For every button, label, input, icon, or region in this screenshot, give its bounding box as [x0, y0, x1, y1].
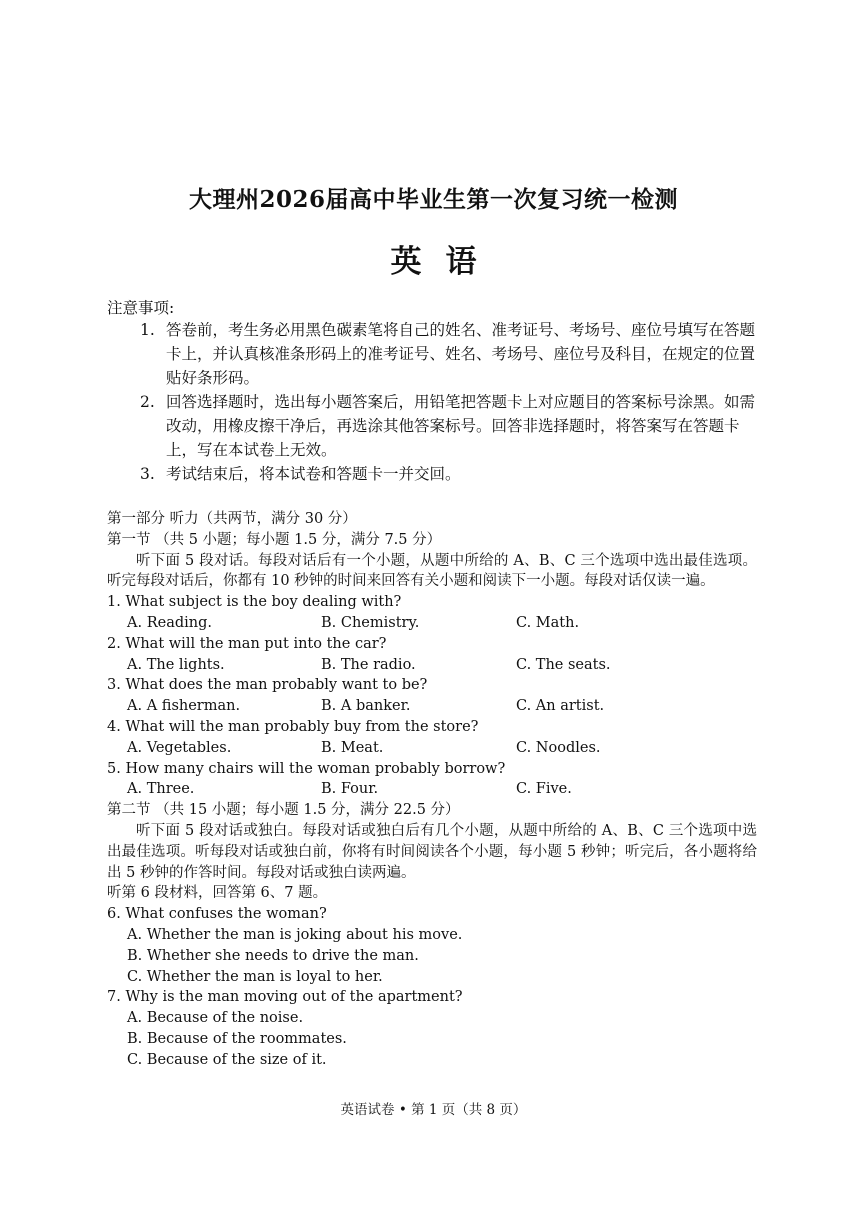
question-stem: 5. How many chairs will the woman probably borrow?: [107, 760, 506, 777]
option-c: C. An artist.: [516, 698, 605, 715]
notice-item-text: 考试结束后，将本试卷和答题卡一并交回。: [166, 465, 461, 483]
question-3: [107, 675, 757, 717]
notice-item-number: 2.: [140, 393, 155, 411]
question-stem: 3. What does the man probably want to be?: [107, 677, 428, 694]
option-c: C. Math.: [516, 614, 580, 631]
question-stem: 1. What subject is the boy dealing with?: [107, 594, 402, 611]
notice-item: [140, 318, 760, 390]
notice-item: [140, 390, 760, 462]
question-4: [107, 717, 757, 759]
option-c: C. Noodles.: [516, 739, 601, 756]
section2-heading: 第二节 （共 15 小题；每小题 1.5 分，满分 22.5 分）: [107, 802, 460, 819]
option-b: B. A banker.: [321, 698, 411, 715]
question-1: [107, 592, 757, 634]
option-b: B. The radio.: [321, 656, 416, 673]
question-options: [107, 696, 757, 717]
notice-heading: 注意事项:: [107, 299, 175, 317]
option-b: B. Whether she needs to drive the man.: [127, 947, 419, 964]
option-a: A. Reading.: [127, 614, 212, 631]
notice-item-text: 回答选择题时，选出每小题答案后，用铅笔把答题卡上对应题目的答案标号涂黑。如需改动，用橡皮擦干净后，再选涂其他答案标号。回答非选择题时，将答案写在答题卡上，写在本试卷上无效。: [166, 393, 756, 459]
question-options: [107, 779, 757, 800]
question-stem: 6. What confuses the woman?: [107, 906, 327, 923]
page-footer: 英语试卷 • 第 1 页（共 8 页）: [340, 1102, 527, 1118]
listening-part: [107, 509, 757, 1071]
notice-item-number: 1.: [140, 321, 155, 339]
option-b: B. Chemistry.: [321, 614, 420, 631]
notice-item-text: 答卷前，考生务必用黑色碳素笔将自己的姓名、准考证号、考场号、座位号填写在答题卡上，并认真核准条形码上的准考证号、姓名、考场号、座位号及科目，在规定的位置贴好条形码。: [166, 321, 756, 387]
question-options: [107, 655, 757, 676]
option-c: C. Five.: [516, 781, 572, 798]
question-stem: 2. What will the man put into the car?: [107, 635, 387, 652]
question-6: [107, 904, 757, 987]
option-a: A. Whether the man is joking about his move.: [127, 926, 463, 943]
option-c: C. Whether the man is loyal to her.: [127, 968, 383, 985]
section1-heading: 第一节 （共 5 小题；每小题 1.5 分，满分 7.5 分）: [107, 531, 442, 548]
option-b: B. Meat.: [321, 739, 384, 756]
notice-item: [140, 462, 760, 486]
option-a: A. Three.: [127, 781, 195, 798]
option-a: A. The lights.: [127, 656, 225, 673]
option-b: B. Because of the roommates.: [127, 1030, 347, 1047]
question-stem: 7. Why is the man moving out of the apartment?: [107, 989, 463, 1006]
question-options: [107, 738, 757, 759]
option-a: A. Because of the noise.: [127, 1010, 304, 1027]
question-options: [107, 613, 757, 634]
question-stem: 4. What will the man probably buy from the store?: [107, 718, 479, 735]
question-2: [107, 634, 757, 676]
question-7: [107, 987, 757, 1070]
question-5: [107, 759, 757, 801]
notice-list: [140, 318, 760, 486]
option-a: A. A fisherman.: [127, 698, 241, 715]
section1-instructions: 听下面 5 段对话。每段对话后有一个小题，从题中所给的 A、B、C 三个选项中选出最佳选项。听完每段对话后，你都有 10 秒钟的时间来回答有关小题和阅读下一小题。每段对话仅读一遍。: [107, 552, 757, 590]
option-a: A. Vegetables.: [127, 739, 232, 756]
option-c: C. Because of the size of it.: [127, 1051, 327, 1068]
material-note: 听第 6 段材料，回答第 6、7 题。: [107, 885, 328, 902]
option-c: C. The seats.: [516, 656, 611, 673]
notice-item-number: 3.: [140, 465, 155, 483]
part-heading: 第一部分 听力（共两节，满分 30 分）: [107, 511, 357, 527]
option-b: B. Four.: [321, 781, 379, 798]
exam-title: 大理州2026届高中毕业生第一次复习统一检测: [188, 186, 678, 213]
exam-subject: 英语: [390, 244, 501, 280]
section2-instructions: 听下面 5 段对话或独白。每段对话或独白后有几个小题，从题中所给的 A、B、C 三个选项中选出最佳选项。听每段对话或独白前，你将有时间阅读各个小题，每小题 5 秒钟；听完后，各小题将给出 5 秒钟的作答时间。每段对话或独白读两遍。: [107, 822, 757, 881]
